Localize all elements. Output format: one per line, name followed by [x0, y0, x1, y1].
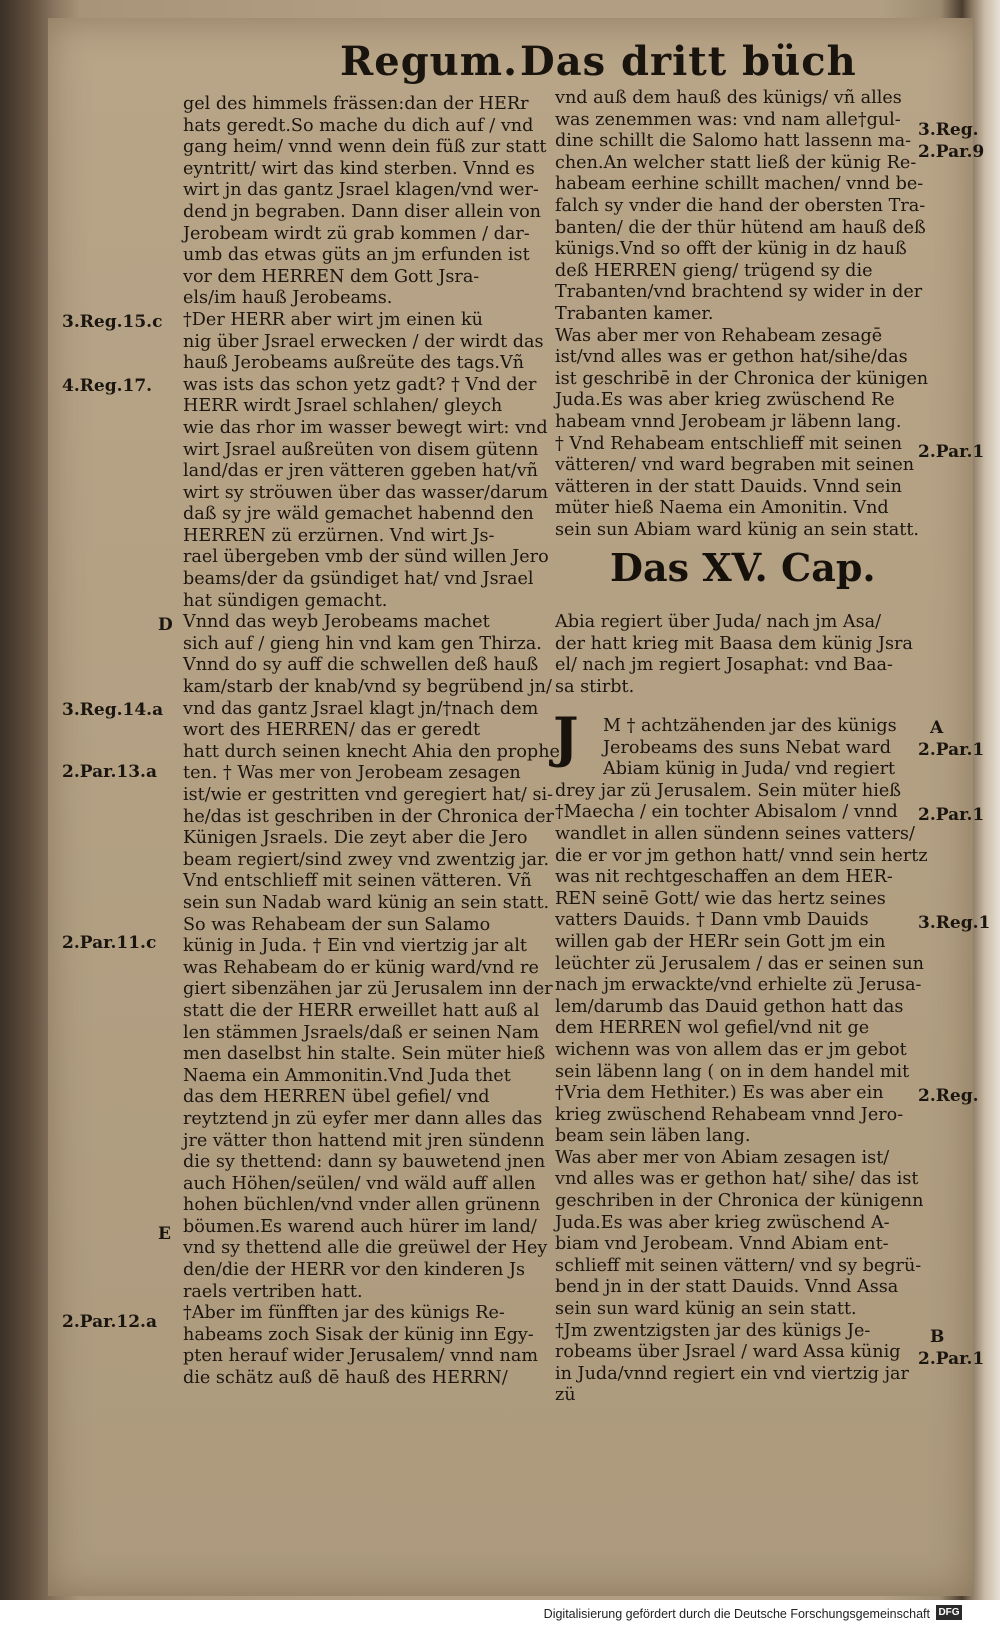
text-line: bend jn in der statt Dauids. Vnnd Assa: [555, 1277, 899, 1298]
text-line: dem HERREN wol gefiel/vnd nit ge: [555, 1018, 870, 1039]
text-line: Trabanten/vnd brachtend sy wider in der: [555, 282, 923, 303]
text-line: künig in Juda. † Ein vnd viertzig jar alt: [183, 936, 527, 957]
text-line: dend jn begraben. Dann diser allein von: [183, 201, 542, 222]
summary-line: el/ nach jm regiert Josaphat: vnd Baa-: [555, 655, 893, 676]
text-line: †Vria dem Hethiter.) Es was aber ein: [555, 1083, 884, 1104]
text-line: kam/starb der knab/vnd sy begrübend jn/: [183, 677, 552, 698]
text-line: deß HERREN gieng/ trügend sy die: [555, 260, 873, 281]
margin-note: 3.Reg.1: [918, 913, 991, 933]
text-line: vnd alles was er gethon hat/ sihe/ das ist: [555, 1169, 919, 1190]
margin-note: 2.Par.1: [918, 442, 985, 462]
text-line: REN seinē Gott/ wie das hertz seines: [555, 888, 886, 909]
text-line: auch Höhen/seülen/ vnd wäld auff allen: [183, 1173, 536, 1194]
running-header: [330, 38, 890, 94]
text-line: was zenemmen was: vnd nam alle†gul-: [555, 109, 901, 130]
text-column-right-top: [555, 88, 929, 541]
margin-note: 2.Par.1: [918, 805, 985, 825]
text-line: böumen.Es warend auch hürer im land/: [183, 1216, 537, 1237]
text-line: hauß Jerobeams außreüte des tags.Vñ: [183, 353, 525, 374]
margin-note: 2.Par.12.a: [62, 1312, 157, 1332]
summary-line: der hatt krieg mit Baasa dem künig Jsra: [555, 633, 913, 654]
text-line: rael übergeben vmb der sünd willen Jero: [183, 547, 549, 568]
chapter-title: Das XV. Cap.: [610, 545, 876, 590]
text-line: falch sy vnder die hand der obersten Tra-: [555, 195, 926, 216]
text-line: umb das etwas güts an jm erfunden ist: [183, 245, 530, 266]
text-line: dine schillt die Salomo hatt lassenn ma-: [555, 131, 912, 152]
text-line: leüchter zü Jerusalem / das er seinen sun: [555, 953, 925, 974]
margin-note: 2.Par.11.c: [62, 933, 157, 953]
text-line: beams/der da gsündiget hat/ vnd Jsrael: [183, 569, 534, 590]
text-line: So was Rehabeam der sun Salamo: [183, 914, 491, 935]
text-line: Jerobeams des suns Nebat ward: [603, 737, 891, 758]
margin-note: 2.Par.13.a: [62, 762, 157, 782]
text-line: raels vertriben hatt.: [183, 1281, 363, 1302]
text-line: sein läbenn lang ( on in dem handel mit: [555, 1061, 910, 1082]
margin-letter: D: [158, 615, 173, 635]
footer-credit: Digitalisierung gefördert durch die Deutsche Forschungsgemeinschaft: [543, 1607, 930, 1621]
text-line: jre vätter thon hattend mit jren sündenn: [183, 1130, 545, 1151]
text-line: in Juda/vnnd regiert ein vnd viertzig jar: [555, 1363, 909, 1384]
text-line: gel des himmels frässen:dan der HERr: [183, 94, 529, 114]
text-line: vor dem HERREN dem Gott Jsra-: [183, 266, 480, 287]
header-left: Regum.: [340, 38, 518, 85]
margin-letter: B: [930, 1327, 945, 1347]
chapter-summary: [555, 612, 913, 698]
text-column-left: [183, 94, 560, 1390]
text-line: Naema ein Ammonitin.Vnd Juda thet: [183, 1065, 511, 1086]
text-line: geschriben in der Chronica der künigenn: [555, 1191, 924, 1212]
text-line: die er vor jm gethon hatt/ vnnd sein hertz: [555, 845, 928, 866]
text-line: banten/ die der thür hütend am hauß deß: [555, 217, 926, 238]
margin-note: 2.Par.1: [918, 1349, 985, 1369]
margin-note: 3.Reg.15.c: [62, 312, 163, 332]
text-line: els/im hauß Jerobeams.: [183, 288, 393, 309]
text-line: daß sy jre wäld gemachet habennd den: [183, 504, 534, 525]
text-line: was Rehabeam do er künig ward/vnd re: [183, 957, 539, 978]
text-line: wirt Jsrael außreüten von disem gütenn: [183, 439, 539, 460]
text-line: schlieff mit seinen vättern/ vnd sy begrü-: [555, 1255, 922, 1276]
text-line: sein sun ward künig an sein statt.: [555, 1299, 857, 1320]
text-line: M † achtzähenden jar des künigs: [603, 716, 897, 736]
text-line: was ists das schon yetz gadt? † Vnd der: [183, 374, 537, 395]
text-line: hatt durch seinen knecht Ahia den prophe: [183, 741, 560, 762]
text-line: krieg zwüschend Rehabeam vnnd Jero-: [555, 1104, 904, 1125]
text-line: ist/vnd alles was er gethon hat/sihe/das: [555, 347, 908, 368]
text-line: was nit rechtgeschaffen an dem HER-: [555, 867, 893, 888]
text-line: vnd sy thettend alle die greüwel der Hey: [183, 1238, 548, 1259]
text-line: Vnnd das weyb Jerobeams machet: [183, 612, 490, 633]
margin-note: 3.Reg.: [918, 120, 979, 140]
text-line: wirt sy ströuwen über das wasser/darum: [183, 482, 549, 503]
text-line: Künigen Jsraels. Die zeyt aber die Jero: [183, 828, 528, 849]
text-line: wirt jn das gantz Jsrael klagen/vnd wer-: [183, 180, 539, 201]
text-line: drey jar zü Jerusalem. Sein müter hieß: [555, 780, 902, 801]
text-line: ist geschribē in der Chronica der künigen: [555, 368, 929, 389]
text-line: men daselbst hin stalte. Sein müter hieß: [183, 1044, 546, 1065]
text-line: gang heim/ vnnd wenn dein füß zur statt: [183, 137, 547, 158]
text-line: Juda.Es was aber krieg zwüschend Re: [555, 390, 895, 411]
text-line: lem/darumb das Dauid gethon hatt das: [555, 996, 904, 1017]
text-line: zü: [555, 1385, 576, 1406]
text-line: giert sibenzähen jar zü Jerusalem inn der: [183, 979, 553, 1000]
text-line: vätteren in der statt Dauids. Vnnd sein: [555, 476, 902, 497]
drop-initial: J: [553, 705, 579, 769]
text-line: Vnnd do sy auff die schwellen deß hauß: [183, 655, 539, 676]
text-line: † Vnd Rehabeam entschlieff mit seinen: [555, 433, 903, 454]
text-line: Was aber mer von Abiam zesagen ist/: [555, 1147, 890, 1168]
text-line: statt die der HERR erweillet hatt auß al: [183, 1000, 540, 1021]
margin-note: 2.Reg.: [918, 1086, 979, 1106]
text-line: †Aber im fünfften jar des künigs Re-: [183, 1303, 505, 1324]
text-line: HERR wirdt Jsrael schlahen/ gleych: [183, 396, 503, 417]
text-line: hohen büchlen/vnd vnder allen grünenn: [183, 1195, 541, 1216]
margin-note: 4.Reg.17.: [62, 376, 153, 396]
text-line: müter hieß Naema ein Amonitin. Vnd: [555, 498, 889, 519]
header-right: Das dritt büch: [520, 38, 857, 85]
text-line: biam vnd Jerobeam. Vnnd Abiam ent-: [555, 1234, 889, 1255]
text-line: sein sun Nadab ward künig an sein statt.: [183, 892, 550, 913]
text-line: vatters Dauids. † Dann vmb Dauids: [555, 910, 869, 931]
text-line: beam sein läben lang.: [555, 1126, 751, 1147]
text-line: das dem HERREN übel gefiel/ vnd: [183, 1087, 490, 1108]
text-line: nach jm erwackte/vnd erhielte zü Jerusa-: [555, 975, 922, 996]
text-line: vnd das gantz Jsrael klagt jn/†nach dem: [183, 698, 539, 719]
summary-line: Abia regiert über Juda/ nach jm Asa/: [555, 612, 882, 632]
text-line: pten herauf wider Jerusalem/ vnnd nam: [183, 1346, 539, 1367]
text-line: wort des HERREN/ das er geredt: [183, 720, 481, 741]
margin-letter: E: [158, 1224, 171, 1244]
text-line: Vnd entschlieff mit seinen vätteren. Vñ: [183, 871, 532, 892]
text-line: Jerobeam wirdt zü grab kommen / dar-: [183, 223, 530, 244]
text-line: †Jm zwentzigsten jar des künigs Je-: [555, 1320, 871, 1341]
text-line: Abiam künig in Juda/ vnd regiert: [603, 759, 896, 780]
text-line: hat sündigen gemacht.: [183, 590, 388, 611]
text-line: nig über Jsrael erwecken / der wirdt das: [183, 331, 544, 352]
text-line: ist/wie er gestritten vnd geregiert hat/ si-: [183, 785, 554, 805]
text-line: künigs.Vnd so offt der künig in dz hauß: [555, 239, 907, 260]
margin-note: 2.Par.1: [918, 740, 985, 760]
text-line: den/die der HERR vor den kinderen Js: [183, 1260, 526, 1281]
text-line: ten. † Was mer von Jerobeam zesagen: [183, 763, 521, 784]
text-line: hats geredt.So mache du dich auf / vnd: [183, 115, 534, 136]
text-line: vnd auß dem hauß des künigs/ vñ alles: [555, 88, 902, 108]
text-line: eyntritt/ wirt das kind sterben. Vnnd es: [183, 158, 535, 179]
text-line: robeams über Jsrael / ward Assa künig: [555, 1342, 901, 1363]
text-line: willen gab der HERr sein Gott jm ein: [555, 931, 886, 952]
text-line: sein sun Abiam ward künig an sein statt.: [555, 519, 919, 540]
text-line: habeam vnnd Jerobeam jr läbenn lang.: [555, 411, 902, 432]
text-line: len stämmen Jsraels/daß er seinen Nam: [183, 1022, 540, 1043]
text-line: land/das er jren vätteren ggeben hat/vñ: [183, 461, 538, 482]
text-line: wie das rhor im wasser bewegt wirt: vnd: [183, 417, 548, 438]
text-column-right-bottom: [555, 716, 928, 1407]
text-line: Juda.Es was aber krieg zwüschend A-: [555, 1212, 890, 1233]
text-line: die schätz auß dē hauß des HERRN/: [183, 1368, 508, 1389]
margin-note: 3.Reg.14.a: [62, 700, 164, 720]
digitization-footer: [0, 1600, 1000, 1627]
text-line: habeams zoch Sisak der künig inn Egy-: [183, 1324, 534, 1345]
text-line: die sy thettend: dann sy bauwetend jnen: [183, 1152, 546, 1173]
text-line: sich auf / gieng hin vnd kam gen Thirza.: [183, 633, 542, 654]
summary-line: sa stirbt.: [555, 676, 635, 697]
text-line: Was aber mer von Rehabeam zesagē: [555, 325, 883, 346]
text-line: Trabanten kamer.: [555, 303, 714, 324]
text-line: vätteren/ vnd ward begraben mit seinen: [555, 455, 915, 476]
dfg-logo: DFG: [936, 1605, 962, 1620]
text-line: beam regiert/sind zwey vnd zwentzig jar.: [183, 849, 550, 870]
text-line: wandlet in allen sündenn seines vatters/: [555, 823, 915, 844]
text-line: †Maecha / ein tochter Abisalom / vnnd: [555, 802, 898, 823]
text-line: HERREN zü erzürnen. Vnd wirt Js-: [183, 525, 495, 546]
margin-note: 2.Par.9: [918, 142, 985, 162]
text-line: he/das ist geschriben in der Chronica der: [183, 806, 554, 827]
text-line: habeam eerhine schillt machen/ vnnd be-: [555, 174, 924, 195]
text-line: †Der HERR aber wirt jm einen kü: [183, 309, 483, 330]
text-line: chen.An welcher statt ließ der künig Re-: [555, 152, 917, 173]
margin-letter: A: [930, 718, 944, 738]
text-line: wichenn was von allem das er jm gebot: [555, 1039, 907, 1060]
text-line: reytztend jn zü eyfer mer dann alles das: [183, 1108, 543, 1129]
